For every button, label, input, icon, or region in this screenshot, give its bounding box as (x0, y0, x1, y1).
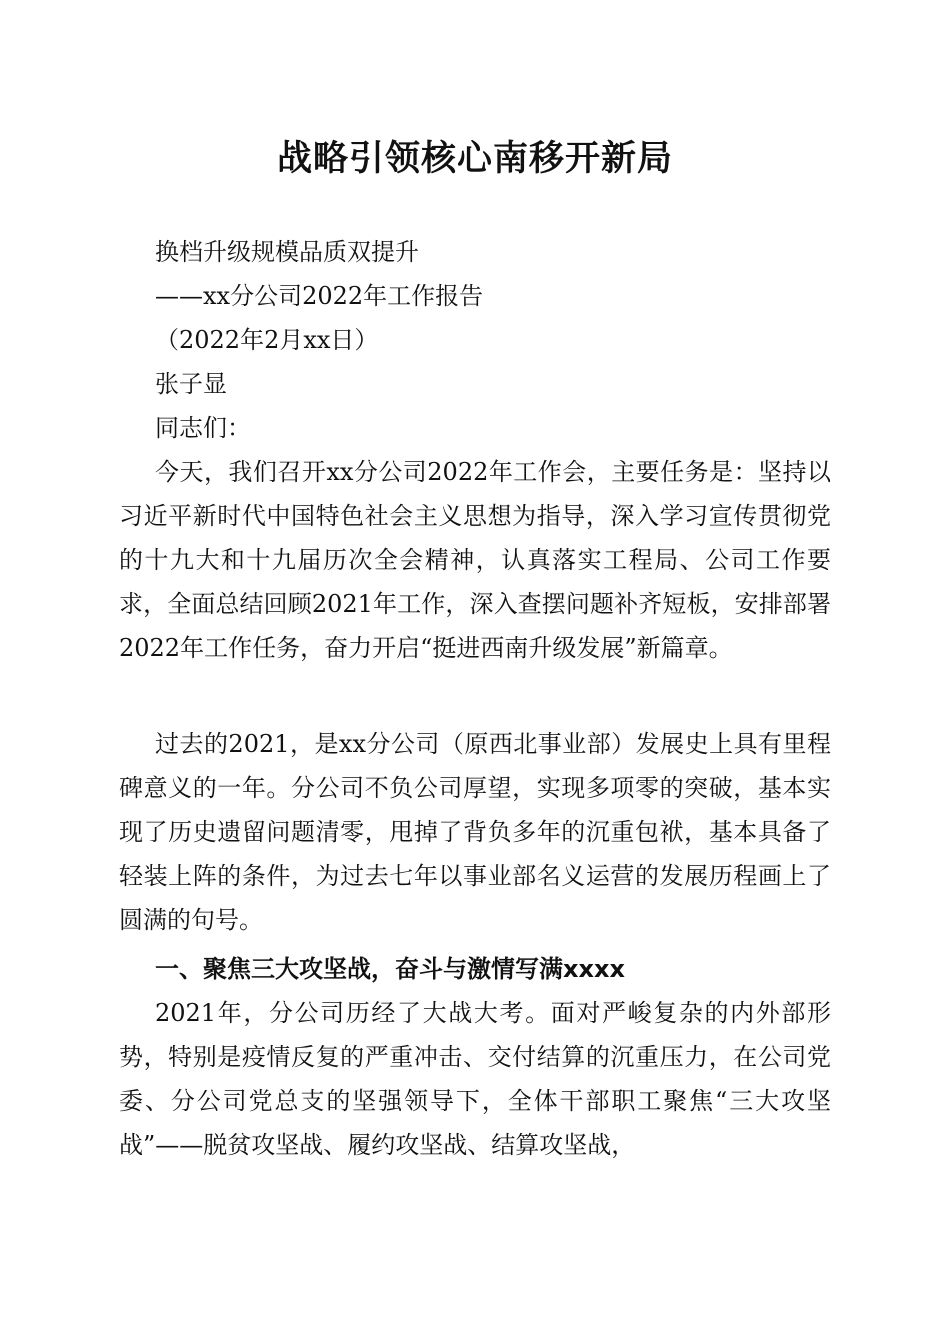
paragraph-section-1: 2021年，分公司历经了大战大考。面对严峻复杂的内外部形势，特别是疫情反复的严重冲击、交付结算的沉重压力，在公司党委、分公司党总支的坚强领导下，全体干部职工聚焦“三大攻坚战”——脱贫攻坚战、履约攻坚战、结算攻坚战， (119, 999, 831, 1159)
paragraph-review: 过去的2021，是xx分公司（原西北事业部）发展史上具有里程碑意义的一年。分公司不负公司厚望，实现多项零的突破，基本实现了历史遗留问题清零，甩掉了背负多年的沉重包袱，基本具备了轻装上阵的条件，为过去七年以事业部名义运营的发展历程画上了圆满的句号。 (119, 730, 831, 934)
date-line: （2022年2月xx日） (155, 326, 379, 354)
report-line: ——xx分公司2022年工作报告 (155, 282, 484, 310)
author-name: 张子显 (155, 370, 227, 398)
section-heading: 一、聚焦三大攻坚战，奋斗与激情写满xxxx (155, 955, 625, 983)
document-title: 战略引领核心南移开新局 (276, 139, 673, 179)
document-subtitle: 换档升级规模品质双提升 (155, 238, 419, 266)
salutation: 同志们： (155, 414, 251, 442)
paragraph-intro: 今天，我们召开xx分公司2022年工作会，主要任务是：坚持以习近平新时代中国特色社会主义思想为指导，深入学习宣传贯彻党的十九大和十九届历次全会精神，认真落实工程局、公司工作要求，全面总结回顾2021年工作，深入查摆问题补齐短板，安排部署2022年工作任务，奋力开启“挺进西南升级发展”新篇章。 (119, 458, 831, 662)
